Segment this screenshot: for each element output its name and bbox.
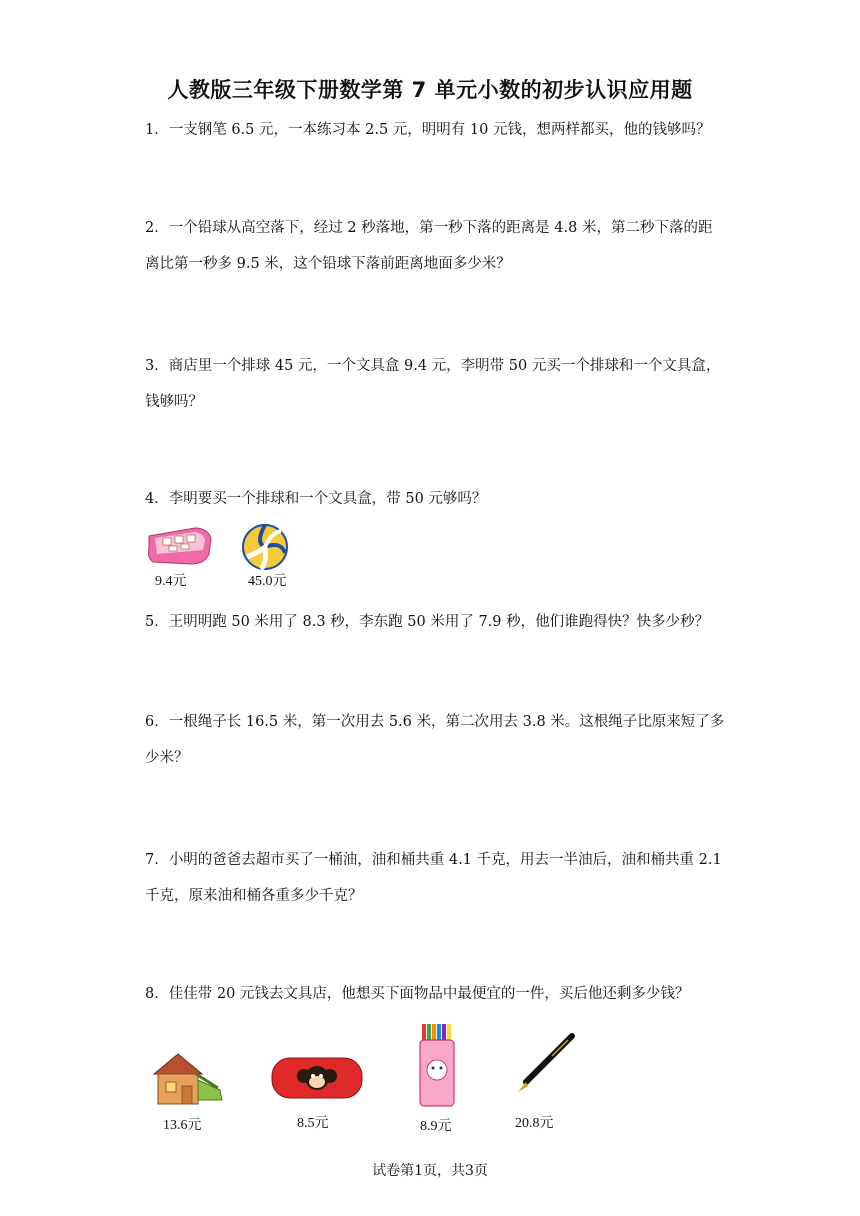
question-4	[145, 481, 725, 517]
question-number: 5．	[145, 614, 169, 630]
question-8	[145, 976, 725, 1012]
fountain-pen-icon	[512, 1032, 578, 1096]
question-text: 一个铅球从高空落下，经过 2 秒落地，第一秒下落的距离是 4.8 米，第二秒下落的距离比第一秒多 9.5 米，这个铅球下落前距离地面多少米？	[145, 220, 713, 272]
question-3	[145, 348, 725, 420]
question-number: 8．	[145, 986, 169, 1002]
question-number: 7．	[145, 852, 169, 868]
question-text: 小明的爸爸去超市买了一桶油，油和桶共重 4.1 千克，用去一半油后，油和桶共重 2.1 千克，原来油和桶各重多少千克？	[145, 852, 722, 904]
price-label: 8.9元	[420, 1119, 452, 1134]
question-text: 王明明跑 50 米用了 8.3 秒，李东跑 50 米用了 7.9 秒，他们谁跑得快？快多少秒？	[168, 614, 710, 630]
question-text: 李明要买一个排球和一个文具盒，带 50 元够吗？	[168, 491, 487, 507]
question-5	[145, 604, 725, 640]
pencil-case-icon	[145, 524, 215, 568]
question-number: 3．	[145, 358, 169, 374]
page-title: 人教版三年级下册数学第 7 单元小数的初步认识应用题	[167, 78, 693, 102]
question-number: 2．	[145, 220, 169, 236]
house-pencil-box-icon	[148, 1050, 226, 1108]
price-label: 45.0元	[248, 574, 287, 589]
question-number: 6．	[145, 714, 169, 730]
question-1	[145, 112, 725, 148]
price-label: 20.8元	[515, 1116, 554, 1131]
question-6	[145, 704, 725, 776]
question-text: 一根绳子长 16.5 米，第一次用去 5.6 米，第二次用去 3.8 米。这根绳子比原来短了多少米？	[145, 714, 725, 766]
price-label: 9.4元	[155, 574, 187, 589]
question-text: 一支钢笔 6.5 元，一本练习本 2.5 元，明明有 10 元钱，想两样都买，他的钱够吗？	[168, 122, 711, 138]
question-2	[145, 210, 725, 282]
volleyball-icon	[241, 523, 289, 571]
question-number: 1．	[145, 122, 169, 138]
page-footer: 试卷第1页，共3页	[372, 1163, 488, 1179]
price-label: 8.5元	[297, 1116, 329, 1131]
price-label: 13.6元	[163, 1118, 202, 1133]
question-text: 商店里一个排球 45 元，一个文具盒 9.4 元，李明带 50 元买一个排球和一个文具盒，钱够吗？	[145, 358, 721, 410]
question-text: 佳佳带 20 元钱去文具店，他想买下面物品中最便宜的一件，买后他还剩多少钱？	[168, 986, 690, 1002]
marker-pens-icon	[416, 1022, 458, 1108]
question-7	[145, 842, 725, 914]
question-number: 4．	[145, 491, 169, 507]
monkey-pencil-case-icon	[270, 1054, 364, 1102]
